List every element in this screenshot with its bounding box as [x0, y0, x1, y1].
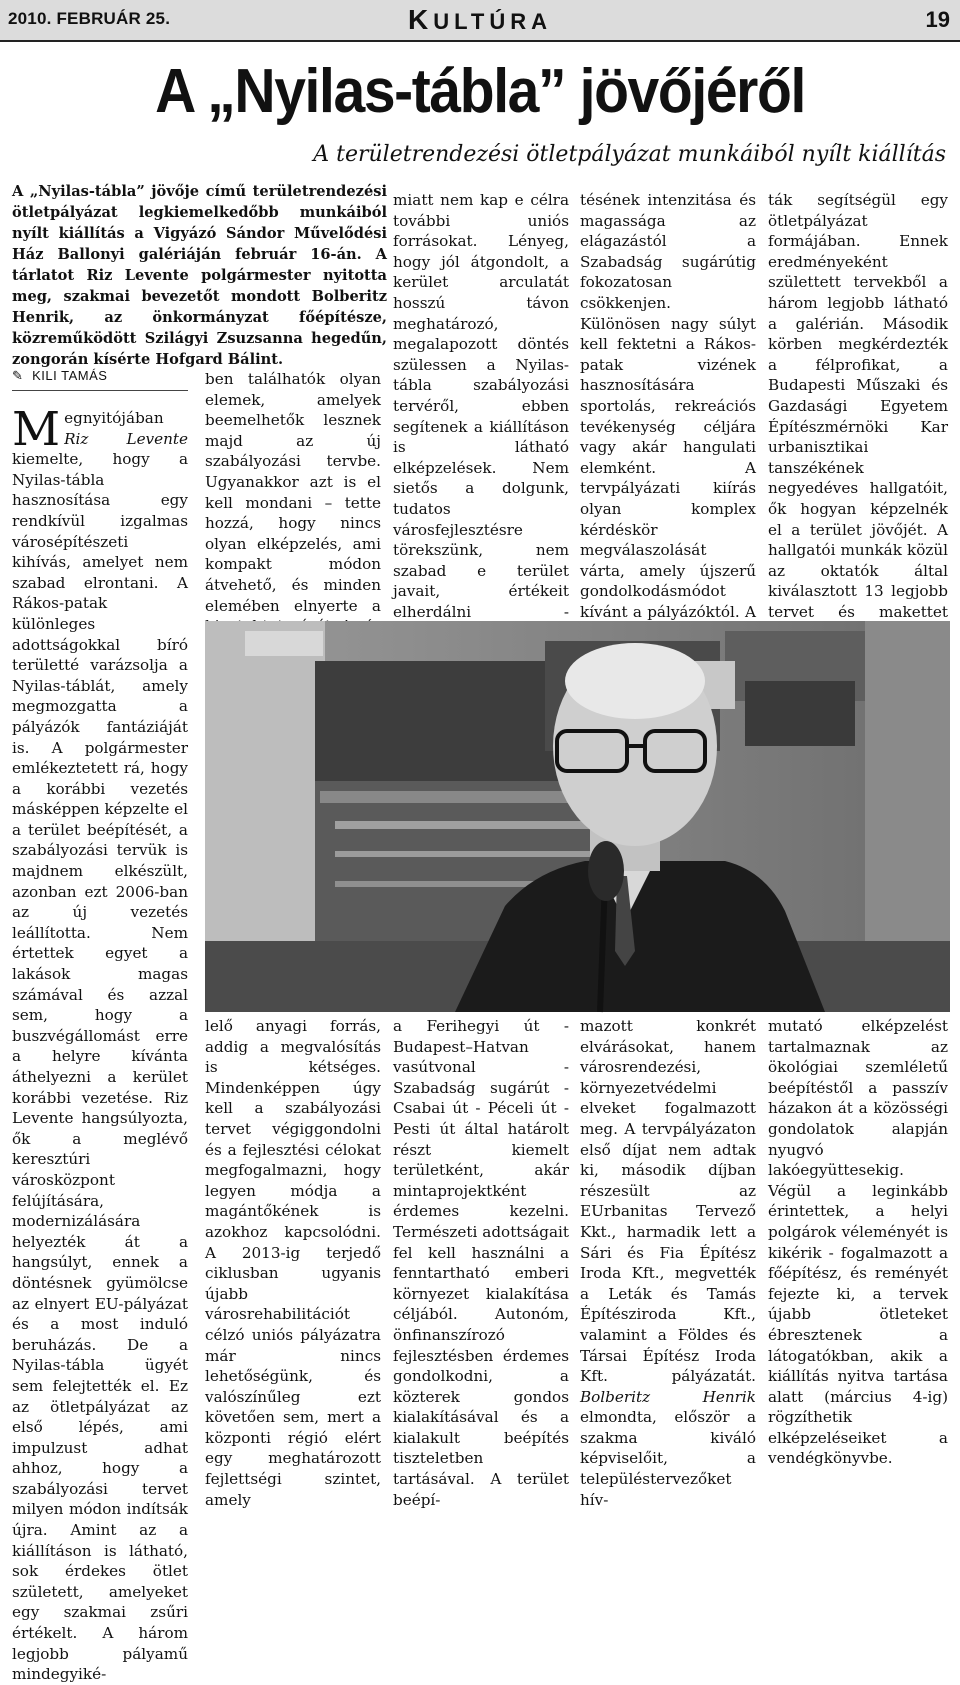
author-name: KILI TAMÁS — [32, 368, 108, 383]
column-2-bottom-text: lelő anyagi forrás, addig a megvalósítás is kétséges. Mindenképpen úgy kell a szabályozási tervet végiggondolni és a fejlesztési célokat megfogalmazni, hogy legyen módja a magántőkének is azokhoz kapcsolódni. A 2013-ig terjedő ciklusban ugyanis újabb városrehabilitációt célzó uniós pályázatra már nincs lehetőségünk, és valószínűleg ezt követően sem, mert a központi régió elért egy meghatározott fejlettségi szintet, amely — [205, 1017, 381, 1509]
column-5-top — [768, 190, 948, 621]
column-3-top-text: miatt nem kap e célra további uniós forrásokat. Lényeg, hogy jól átgondolt, a kerület arculatát hosszú távon meghatározó, megalapozott döntés szülessen a Nyilas-tábla szabályozási tervéről, ebben segítenek a kiállításon is látható elképzelések. Nem sietős a dolgunk, tudatos városfejlesztésre törekszünk, nem szabad e terület javait, értékeit elherdálni - — [393, 191, 569, 621]
issue-date: 2010. FEBRUÁR 25. — [8, 9, 171, 28]
byline — [12, 368, 188, 391]
column-3-top — [393, 190, 569, 621]
page-header — [0, 0, 960, 42]
column-3-bottom-text: a Ferihegyi út - Budapest–Hatvan vasútvonal - Szabadság sugárút - Csabai út - Péceli út - Pesti út által határolt részt kiemelt területként, akár mintaprojektként érdemes kezelni. Természeti adottságait fel kell használni a fenntartható emberi környezet kialakítása céljából. Autonóm, önfinanszírozó fejlesztésben érdemes gondolkodni, a közterek gondos kialakításával és a kialakult beépítés tiszteletben tartásával. A terület beépí- — [393, 1017, 569, 1509]
section-title — [0, 4, 960, 36]
column-4-bottom — [580, 1016, 756, 1509]
column-4-bottom-text-1: mazott konkrét elvárásokat, hanem városrendezési, környezetvédelmi elveket fogalmazott meg. A tervpályázaton első díjat nem adtak ki, második díjban részesült az EUrbanitas Tervező Kkt., harmadik lett a Sári és Fia Építész Iroda Kft., megvették a Leták és Tamás Építésziroda Kft., valamint a Földes és Társai Építész Iroda Kft. pályázatát. — [580, 1017, 756, 1386]
column-5-bottom — [768, 1016, 948, 1468]
article-title: A „Nyilas-tábla” jövőjéről — [155, 57, 805, 126]
column-1-intro: egnyitójában — [64, 409, 164, 427]
column-5-top-text: ták segítségül egy ötletpályázat formájában. Ennek eredményeként születtett tervekből a három legjobb látható a galérián. Második körben megkérdezték a félprofikat, a Budapesti Műszaki és Gazdasági Egyetem Építészmérnöki Kar urbanisztikai tanszékének negyedéves hallgatóit, ők hogyan képzelnék el a terület jövőjét. A hallgatói munkák közül az oktatók által kiválasztott 13 legjobb tervet és makettet — [768, 191, 948, 621]
speaker-photo — [205, 621, 950, 1012]
column-2-bottom — [205, 1016, 381, 1509]
pen-icon: ✎ — [12, 368, 24, 383]
column-2-top — [205, 369, 381, 613]
column-4-top — [580, 190, 756, 621]
column-1 — [12, 402, 189, 1684]
article-lead: A „Nyilas-tábla” jövője című területrendezési ötletpályázat legkiemelkedőbb munkáiból nyílt kiállítás a Vigyázó Sándor Művelődési Ház Ballonyi galériáján február 16-án. A tárlatot Riz Levente polgármester nyitotta meg, szakmai bevezetőt mondott Bolberitz Henrik, az önkormányzat főépítésze, közreműködött Szilágyi Zsuzsanna hegedűn, zongorán kísérte Hofgard Bálint. — [12, 183, 387, 368]
speaker-name: Riz Levente — [64, 429, 188, 448]
article-subtitle: A területrendezési ötletpályázat munkáiból nyílt kiállítás — [313, 142, 946, 167]
column-5-bottom-text: mutató elképzelést tartalmaznak az ökológiai szemléletű beépítéstől a passzív házakon át a közösségi gondolatok alapján nyugvó lakóegyüttesekig. Végül a leginkább érintettek, a helyi polgárok véleményét is kikérik - fogalmazott a főépítész, és reményét fejezte ki, a tervek újabb ötleteket ébresztenek a látogatókban, akik a kiállítás nyitva tartása alatt (március 4-ig) rögzíthetik elképzeléseiket a vendégkönyvbe. — [768, 1017, 948, 1468]
column-3-bottom — [393, 1016, 569, 1509]
column-4-top-text: tésének intenzitása és magassága az elágazástól a Szabadság sugárútig fokozatosan csökkenjen. Különösen nagy súlyt kell fektetni a Rákos-patak vizének hasznosítására sportolás, rekreációs tevékenység céljára vagy akár hangulati elemként. A tervpályázati kiírás olyan komplex kérdéskör megválaszolását várta, amely újszerű gondolkodásmódot kívánt a pályázóktól. A — [580, 191, 756, 621]
section-title-rest: ULTÚRA — [433, 9, 553, 34]
drop-cap: M — [12, 402, 61, 457]
column-2-top-text: ben találhatók olyan elemek, amelyek beemelhetők lesznek majd az új szabályozási tervbe. Ugyanakkor azt is el kell mondani – tette hozzá, hogy nincs olyan elképzelés, ami kompakt módon átvehető, és minden elemében elnyerte a — [205, 370, 381, 615]
article-photo — [205, 621, 950, 1012]
section-title-initial: K — [407, 4, 434, 35]
column-1-body: kiemelte, hogy a Nyilas-tábla hasznosítása egy rendkívül izgalmas városépítészeti kihívás, amelyet nem szabad elrontani. A Rákos-patak különleges adottságokkal bíró területté varázsolja a Nyilas-táblát, amely megmozgatta a pályázók fantáziáját is. A polgármester emlékeztetett rá, hogy a korábbi vezetés másképpen képzelte el a terület beépítését, a szabályozási tervük is majdnem elkészült, azonban ezt 2006-ban az új vezetés leállította. Nem értettek egyet a lakások magas számával és azzal sem, hogy a buszvégállomást erre a helyre kívánta áthelyezni a kerület korábbi vezetése. Riz Levente hangsúlyozta, ők a meglévő keresztúri városközpont felújítására, modernizálására helyezték át a hangsúlyt, ennek a döntésnek gyümölcse az elnyert EU-pályázat és a most induló beruházás. De a Nyilas-tábla ügyét sem felejtették el. Ez az ötletpályázat az első lépés, ami impulzust adhat ahhoz, hogy a szabályozási tervet milyen módon indítsák újra. Amint az a kiállításon is látható, sok érdekes ötlet született, amelyeket egy szakmai zsűri értékelt. A három legjobb pályamű mindegyiké- — [12, 450, 189, 1684]
column-4-bottom-text-2: elmondta, először a szakma kiváló képviselőit, a településtervezőket hív- — [580, 1408, 756, 1509]
architect-name: Bolberitz Henrik — [580, 1387, 756, 1406]
page-number: 19 — [925, 7, 950, 32]
